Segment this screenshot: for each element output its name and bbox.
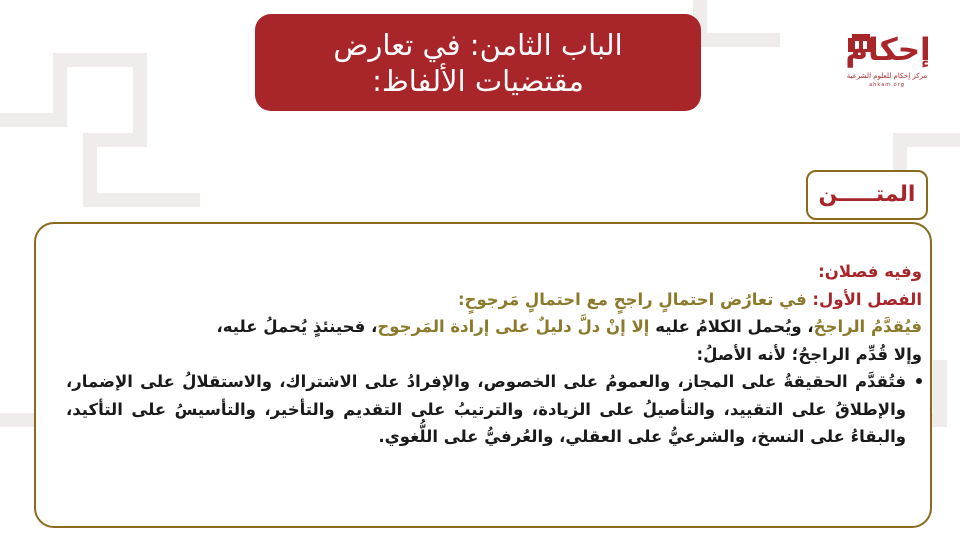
logo-subtitle: مركز إحكام للعلوم الشرعية [846,72,928,80]
paragraph-2: وإلا قُدِّم الراجحُ؛ لأنه الأصلُ: [696,344,922,364]
section-label-matn: المتـــــن [806,170,928,220]
title-line-1: الباب الثامن: في تعارض [333,27,623,62]
p1-highlight-a: فيُقدَّمُ الراجحُ [813,317,922,336]
chapter-title: في تعارُض احتمالٍ راجحٍ مع احتمالٍ مَرجوحٍ: [457,289,807,309]
logo-wordmark: إحكام [845,32,931,68]
p1-highlight-c: إلا إنْ دلَّ دليلٌ على إرادة المَرجوح [377,317,650,336]
bullet-text: فتُقدَّم الحقيقةُ على المجاز، والعمومُ على الخصوص، والإفرادُ على الاشتراك، والاستقلالُ على الإضمار، والإطلاقُ على التقييد، والتأصيلُ على الزيادة، والترتيبُ على التقديم والتأخير، والتأسيسُ على التأكيد، والبقاءُ على النسخ، والشرعيُّ على العقلي، والعُرفيُّ على اللُّغوي. [66,372,906,446]
chapter-title-banner [255,14,701,111]
chapter-heading [64,286,922,314]
title-line-2: مقتضيات الألفاظ: [372,63,584,98]
ahkam-logo [838,28,938,98]
p1-text-b: ، ويُحمل الكلامُ عليه [649,317,814,336]
paragraph-1 [64,313,922,341]
list-item [66,368,906,451]
p1-text-d: ، فحينئذٍ يُحملُ عليه، [216,317,378,336]
chapter-prefix: الفصل الأول: [806,289,922,309]
intro-line: وفيه فصلان: [818,262,922,281]
logo-tagline: ahkam.org [869,82,905,88]
bullet-list [66,368,906,451]
bullet-dot-icon [916,378,922,384]
matn-text [64,258,922,451]
